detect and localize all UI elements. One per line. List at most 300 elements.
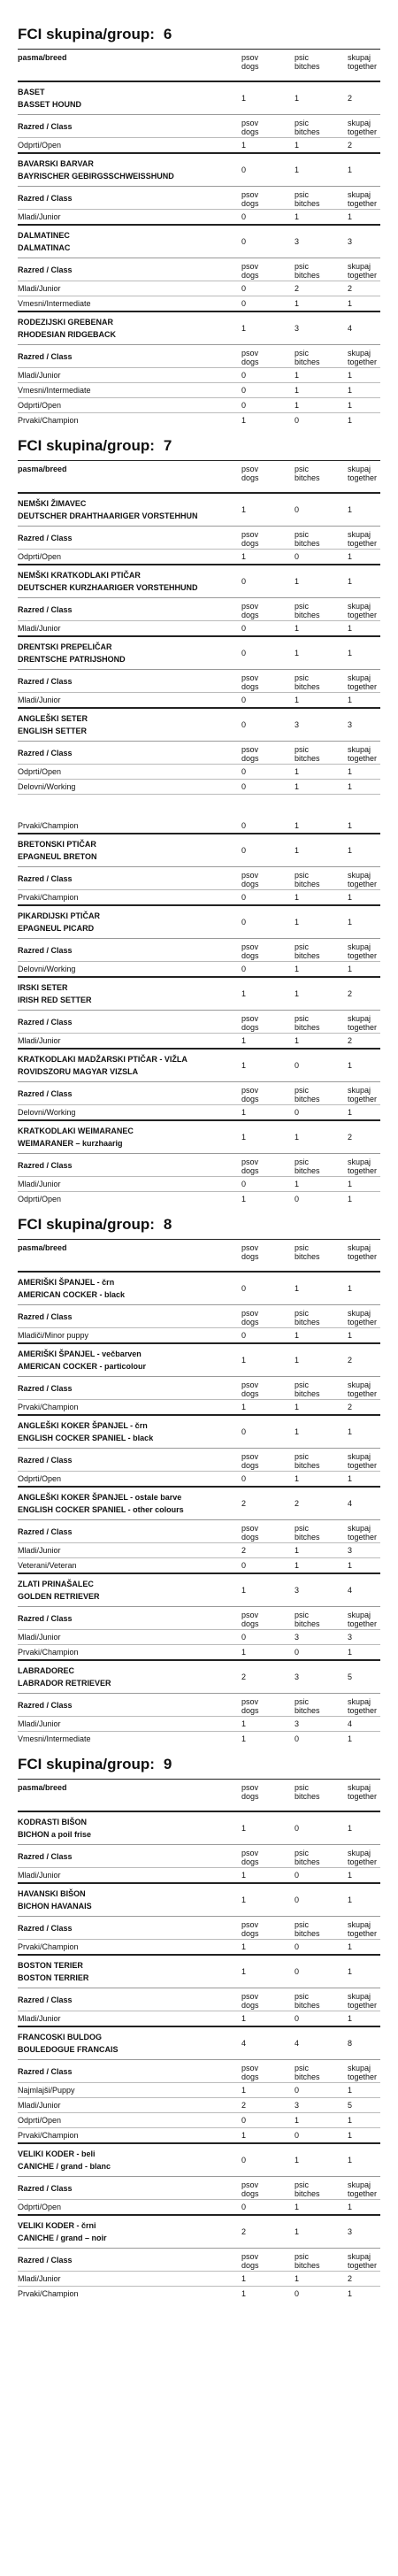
class-bitches-count: 1 bbox=[295, 893, 300, 902]
breed-names bbox=[18, 1959, 241, 1984]
breed-names bbox=[18, 569, 241, 594]
column-header-dogs: psov dogs bbox=[241, 1920, 259, 1938]
class-row bbox=[18, 2097, 380, 2112]
class-total-count: 1 bbox=[348, 1648, 353, 1657]
class-dogs-count: 0 bbox=[241, 1633, 247, 1642]
column-header-bitches: psic bitches bbox=[295, 1157, 320, 1175]
class-column-label: Razred / Class bbox=[18, 2184, 73, 2193]
breed-bitches-count: 1 bbox=[295, 918, 300, 927]
class-row bbox=[18, 1191, 380, 1206]
class-row bbox=[18, 382, 380, 397]
class-bitches-count: 1 bbox=[295, 2203, 300, 2211]
class-column-label: Razred / Class bbox=[18, 2067, 73, 2076]
class-column-header bbox=[18, 1606, 380, 1629]
class-column-header bbox=[18, 2059, 380, 2082]
class-row bbox=[18, 961, 380, 976]
breed-names bbox=[18, 910, 241, 934]
class-dogs-count: 1 bbox=[241, 1108, 247, 1117]
class-bitches-count: 2 bbox=[295, 284, 300, 293]
class-row bbox=[18, 1557, 380, 1573]
group-title-label: FCI skupina/group: bbox=[18, 1756, 155, 1772]
breed-names bbox=[18, 1491, 241, 1516]
column-header-together: skupaj together bbox=[348, 1697, 378, 1715]
breed-block bbox=[18, 976, 380, 1048]
breed-bitches-count: 1 bbox=[295, 94, 300, 103]
class-row bbox=[18, 794, 380, 833]
column-header-bitches: psic bitches bbox=[295, 1452, 320, 1470]
class-bitches-count: 0 bbox=[295, 1942, 300, 1951]
class-bitches-count: 1 bbox=[295, 782, 300, 791]
breed-total-count: 1 bbox=[348, 1895, 353, 1904]
breed-block bbox=[18, 635, 380, 707]
class-dogs-count: 0 bbox=[241, 1561, 247, 1570]
class-column-header bbox=[18, 1448, 380, 1471]
breed-bitches-count: 1 bbox=[295, 165, 300, 174]
class-total-count: 1 bbox=[348, 1561, 353, 1570]
breed-name-local: NEMŠKI KRATKODLAKI PTIČAR bbox=[18, 571, 141, 580]
breed-name-english: BOULEDOGUE FRANCAIS bbox=[18, 2045, 119, 2054]
class-total-count: 1 bbox=[348, 1331, 353, 1340]
class-name: Odprti/Open bbox=[18, 1474, 62, 1483]
class-bitches-count: 3 bbox=[295, 1719, 300, 1728]
breed-row bbox=[18, 226, 380, 258]
class-name: Mladi/Junior bbox=[18, 2101, 61, 2110]
column-header-dogs: psov dogs bbox=[241, 1452, 259, 1470]
column-header-together: skupaj together bbox=[348, 465, 378, 482]
breed-name-english: ENGLISH COCKER SPANIEL - black bbox=[18, 1434, 154, 1442]
class-dogs-count: 1 bbox=[241, 416, 247, 425]
class-bitches-count: 0 bbox=[295, 2086, 300, 2095]
class-name: Mladi/Junior bbox=[18, 212, 61, 221]
breed-column-header: pasma/breed bbox=[18, 465, 67, 473]
breed-name-local: DRENTSKI PREPELIČAR bbox=[18, 642, 112, 651]
class-total-count: 1 bbox=[348, 767, 353, 776]
group-column-header bbox=[18, 1239, 380, 1271]
breed-row bbox=[18, 978, 380, 1010]
breed-names bbox=[18, 1276, 241, 1301]
breed-block bbox=[18, 904, 380, 976]
class-row bbox=[18, 1399, 380, 1414]
breed-total-count: 1 bbox=[348, 165, 353, 174]
class-dogs-count: 1 bbox=[241, 1648, 247, 1657]
class-row bbox=[18, 692, 380, 707]
breed-bitches-count: 0 bbox=[295, 1061, 300, 1070]
class-name: Mladi/Junior bbox=[18, 284, 61, 293]
column-header-dogs: psov dogs bbox=[241, 1243, 259, 1261]
column-header-bitches: psic bitches bbox=[295, 53, 320, 71]
class-dogs-count: 0 bbox=[241, 1180, 247, 1188]
breed-total-count: 5 bbox=[348, 1672, 353, 1681]
class-dogs-count: 0 bbox=[241, 299, 247, 308]
breed-block bbox=[18, 1486, 380, 1573]
breed-row bbox=[18, 312, 380, 344]
column-header-bitches: psic bitches bbox=[295, 1920, 320, 1938]
class-column-header bbox=[18, 1988, 380, 2011]
group-column-header bbox=[18, 460, 380, 492]
class-column-label: Razred / Class bbox=[18, 352, 73, 361]
class-total-count: 1 bbox=[348, 401, 353, 410]
class-total-count: 1 bbox=[348, 1180, 353, 1188]
column-header-dogs: psov dogs bbox=[241, 1524, 259, 1542]
class-column-label: Razred / Class bbox=[18, 122, 73, 131]
class-row bbox=[18, 367, 380, 382]
breed-name-english: BOSTON TERRIER bbox=[18, 1973, 89, 1982]
breed-name-english: BAYRISCHER GEBIRGSSCHWEISSHUND bbox=[18, 172, 174, 181]
class-name: Vmesni/Intermediate bbox=[18, 386, 91, 395]
breed-row bbox=[18, 2144, 380, 2176]
class-column-header bbox=[18, 1519, 380, 1542]
breed-name-english: BASSET HOUND bbox=[18, 100, 82, 109]
class-row bbox=[18, 549, 380, 564]
class-column-header bbox=[18, 938, 380, 961]
breed-dogs-count: 0 bbox=[241, 1427, 247, 1436]
class-bitches-count: 1 bbox=[295, 1546, 300, 1555]
class-row bbox=[18, 412, 380, 427]
class-row bbox=[18, 1716, 380, 1731]
breed-row bbox=[18, 1273, 380, 1304]
group-column-header bbox=[18, 49, 380, 81]
breed-name-english: EPAGNEUL BRETON bbox=[18, 852, 97, 861]
breed-name-local: NEMŠKI ŽIMAVEC bbox=[18, 499, 87, 508]
class-column-label: Razred / Class bbox=[18, 1614, 73, 1623]
column-header-bitches: psic bitches bbox=[295, 1380, 320, 1398]
class-row bbox=[18, 281, 380, 296]
column-header-together: skupaj together bbox=[348, 2064, 378, 2081]
breed-name-local: ANGLEŠKI KOKER ŠPANJEL - ostale barve bbox=[18, 1493, 182, 1502]
class-total-count: 2 bbox=[348, 1036, 353, 1045]
breed-names bbox=[18, 1348, 241, 1373]
class-row bbox=[18, 779, 380, 794]
column-header-together: skupaj together bbox=[348, 871, 378, 888]
class-column-header bbox=[18, 669, 380, 692]
class-name: Mladi/Junior bbox=[18, 1633, 61, 1642]
class-total-count: 1 bbox=[348, 552, 353, 561]
column-header-dogs: psov dogs bbox=[241, 942, 259, 960]
class-row bbox=[18, 2112, 380, 2127]
class-column-header bbox=[18, 344, 380, 367]
group-title bbox=[18, 1215, 398, 1234]
breed-name-english: LABRADOR RETRIEVER bbox=[18, 1679, 111, 1688]
breed-block bbox=[18, 1811, 380, 1882]
class-column-label: Razred / Class bbox=[18, 265, 73, 274]
class-column-header bbox=[18, 741, 380, 764]
class-column-header bbox=[18, 1693, 380, 1716]
breed-block bbox=[18, 152, 380, 224]
column-header-dogs: psov dogs bbox=[241, 673, 259, 691]
breed-total-count: 4 bbox=[348, 1499, 353, 1508]
breed-names bbox=[18, 316, 241, 341]
fci-group bbox=[0, 1215, 398, 1746]
group-title-label: FCI skupina/group: bbox=[18, 1216, 155, 1233]
column-header-bitches: psic bitches bbox=[295, 119, 320, 136]
class-column-label: Razred / Class bbox=[18, 1852, 73, 1861]
class-column-header bbox=[18, 1376, 380, 1399]
breed-block bbox=[18, 2026, 380, 2142]
class-name: Mladi/Junior bbox=[18, 1719, 61, 1728]
breed-name-local: PIKARDIJSKI PTIČAR bbox=[18, 911, 101, 920]
breed-names bbox=[18, 981, 241, 1006]
class-dogs-count: 0 bbox=[241, 821, 247, 830]
breed-row bbox=[18, 1488, 380, 1519]
column-header-bitches: psic bitches bbox=[295, 1086, 320, 1103]
breed-dogs-count: 0 bbox=[241, 649, 247, 657]
column-header-dogs: psov dogs bbox=[241, 349, 259, 366]
breed-row bbox=[18, 1416, 380, 1448]
class-dogs-count: 1 bbox=[241, 1036, 247, 1045]
fci-group bbox=[0, 1755, 398, 2301]
column-header-bitches: psic bitches bbox=[295, 942, 320, 960]
class-bitches-count: 1 bbox=[295, 212, 300, 221]
class-dogs-count: 1 bbox=[241, 141, 247, 150]
column-header-bitches: psic bitches bbox=[295, 465, 320, 482]
class-total-count: 1 bbox=[348, 299, 353, 308]
class-row bbox=[18, 2011, 380, 2026]
class-row bbox=[18, 889, 380, 904]
breed-dogs-count: 4 bbox=[241, 2039, 247, 2048]
breed-block bbox=[18, 1954, 380, 2026]
column-header-bitches: psic bitches bbox=[295, 1014, 320, 1032]
class-name: Veterani/Veteran bbox=[18, 1561, 77, 1570]
column-header-dogs: psov dogs bbox=[241, 2252, 259, 2270]
breed-block bbox=[18, 2142, 380, 2214]
class-bitches-count: 1 bbox=[295, 1561, 300, 1570]
class-name: Delovni/Working bbox=[18, 1108, 76, 1117]
breed-name-english: EPAGNEUL PICARD bbox=[18, 924, 95, 933]
breed-name-english: AMERICAN COCKER - black bbox=[18, 1290, 126, 1299]
breed-names bbox=[18, 2148, 241, 2172]
breed-row bbox=[18, 637, 380, 669]
breed-dogs-count: 1 bbox=[241, 1133, 247, 1142]
class-dogs-count: 0 bbox=[241, 965, 247, 973]
breed-names bbox=[18, 1578, 241, 1603]
breed-total-count: 4 bbox=[348, 1586, 353, 1595]
column-header-bitches: psic bitches bbox=[295, 1524, 320, 1542]
class-dogs-count: 2 bbox=[241, 2101, 247, 2110]
column-header-bitches: psic bitches bbox=[295, 745, 320, 763]
breed-total-count: 1 bbox=[348, 1284, 353, 1293]
class-column-label: Razred / Class bbox=[18, 946, 73, 955]
class-row bbox=[18, 2271, 380, 2286]
column-header-together: skupaj together bbox=[348, 1157, 378, 1175]
column-header-dogs: psov dogs bbox=[241, 1086, 259, 1103]
breed-block bbox=[18, 1342, 380, 1414]
class-column-label: Razred / Class bbox=[18, 1527, 73, 1536]
class-total-count: 2 bbox=[348, 2274, 353, 2283]
breed-total-count: 1 bbox=[348, 918, 353, 927]
class-dogs-count: 0 bbox=[241, 2116, 247, 2125]
column-header-dogs: psov dogs bbox=[241, 1014, 259, 1032]
class-row bbox=[18, 2286, 380, 2301]
class-dogs-count: 0 bbox=[241, 624, 247, 633]
class-dogs-count: 1 bbox=[241, 2274, 247, 2283]
class-column-header bbox=[18, 1153, 380, 1176]
column-header-dogs: psov dogs bbox=[241, 1697, 259, 1715]
breed-block bbox=[18, 1573, 380, 1659]
class-total-count: 1 bbox=[348, 1871, 353, 1880]
class-name: Mladi/Junior bbox=[18, 2014, 61, 2023]
group-number: 7 bbox=[163, 437, 172, 454]
breed-total-count: 1 bbox=[348, 1427, 353, 1436]
class-bitches-count: 0 bbox=[295, 1108, 300, 1117]
breed-name-local: BAVARSKI BARVAR bbox=[18, 159, 94, 168]
breed-row bbox=[18, 2216, 380, 2248]
class-bitches-count: 3 bbox=[295, 1633, 300, 1642]
class-total-count: 1 bbox=[348, 624, 353, 633]
breed-names bbox=[18, 712, 241, 737]
column-header-together: skupaj together bbox=[348, 942, 378, 960]
class-total-count: 2 bbox=[348, 284, 353, 293]
breed-total-count: 2 bbox=[348, 1133, 353, 1142]
column-header-dogs: psov dogs bbox=[241, 1157, 259, 1175]
breed-bitches-count: 1 bbox=[295, 846, 300, 855]
class-bitches-count: 1 bbox=[295, 624, 300, 633]
column-header-dogs: psov dogs bbox=[241, 1611, 259, 1628]
class-bitches-count: 1 bbox=[295, 1331, 300, 1340]
class-row bbox=[18, 2082, 380, 2097]
column-header-bitches: psic bitches bbox=[295, 2252, 320, 2270]
breed-name-english: ROVIDSZORU MAGYAR VIZSLA bbox=[18, 1067, 139, 1076]
class-column-header bbox=[18, 2176, 380, 2199]
breed-column-header: pasma/breed bbox=[18, 1783, 67, 1792]
breed-row bbox=[18, 1812, 380, 1844]
breed-block bbox=[18, 564, 380, 635]
class-bitches-count: 1 bbox=[295, 767, 300, 776]
breed-name-english: DRENTSCHE PATRIJSHOND bbox=[18, 655, 126, 664]
breed-total-count: 1 bbox=[348, 1824, 353, 1833]
fci-group bbox=[0, 436, 398, 1206]
class-name: Prvaki/Champion bbox=[18, 821, 79, 830]
breed-total-count: 1 bbox=[348, 2156, 353, 2165]
breed-total-count: 1 bbox=[348, 1061, 353, 1070]
class-column-header bbox=[18, 2248, 380, 2271]
class-dogs-count: 2 bbox=[241, 1546, 247, 1555]
group-number: 9 bbox=[163, 1756, 172, 1772]
column-header-together: skupaj together bbox=[348, 262, 378, 280]
breed-block bbox=[18, 2214, 380, 2301]
breed-name-english: WEIMARANER – kurzhaarig bbox=[18, 1139, 123, 1148]
breed-name-local: VELIKI KODER - beli bbox=[18, 2149, 96, 2158]
class-total-count: 1 bbox=[348, 371, 353, 380]
breed-total-count: 3 bbox=[348, 2227, 353, 2236]
class-total-count: 1 bbox=[348, 2086, 353, 2095]
class-row bbox=[18, 1033, 380, 1048]
class-total-count: 4 bbox=[348, 1719, 353, 1728]
class-row bbox=[18, 1867, 380, 1882]
group-title bbox=[18, 1755, 398, 1774]
class-column-header bbox=[18, 1304, 380, 1327]
class-row bbox=[18, 296, 380, 311]
class-bitches-count: 3 bbox=[295, 2101, 300, 2110]
class-column-label: Razred / Class bbox=[18, 194, 73, 203]
class-bitches-count: 0 bbox=[295, 2289, 300, 2298]
column-header-bitches: psic bitches bbox=[295, 1849, 320, 1866]
class-name: Delovni/Working bbox=[18, 782, 76, 791]
breed-bitches-count: 0 bbox=[295, 1824, 300, 1833]
breed-total-count: 8 bbox=[348, 2039, 353, 2048]
breed-total-count: 2 bbox=[348, 94, 353, 103]
column-header-together: skupaj together bbox=[348, 119, 378, 136]
class-row bbox=[18, 1644, 380, 1659]
breed-total-count: 1 bbox=[348, 1967, 353, 1976]
class-name: Mladi/Junior bbox=[18, 371, 61, 380]
class-bitches-count: 1 bbox=[295, 1036, 300, 1045]
class-row bbox=[18, 1104, 380, 1119]
breed-names bbox=[18, 2219, 241, 2244]
class-name: Prvaki/Champion bbox=[18, 416, 79, 425]
column-header-dogs: psov dogs bbox=[241, 1992, 259, 2010]
class-dogs-count: 1 bbox=[241, 2131, 247, 2140]
group-number: 6 bbox=[163, 26, 172, 42]
class-column-header bbox=[18, 597, 380, 620]
column-header-together: skupaj together bbox=[348, 745, 378, 763]
class-name: Odprti/Open bbox=[18, 401, 62, 410]
class-column-label: Razred / Class bbox=[18, 1312, 73, 1321]
class-column-header bbox=[18, 114, 380, 137]
breed-name-local: LABRADOREC bbox=[18, 1666, 74, 1675]
class-column-header bbox=[18, 258, 380, 281]
breed-name-local: BRETONSKI PTIČAR bbox=[18, 840, 96, 849]
column-header-together: skupaj together bbox=[348, 1524, 378, 1542]
breed-dogs-count: 0 bbox=[241, 577, 247, 586]
class-bitches-count: 0 bbox=[295, 552, 300, 561]
breed-row bbox=[18, 1574, 380, 1606]
column-header-dogs: psov dogs bbox=[241, 602, 259, 619]
class-total-count: 1 bbox=[348, 1474, 353, 1483]
breed-block bbox=[18, 81, 380, 152]
breed-block bbox=[18, 492, 380, 564]
class-total-count: 1 bbox=[348, 2014, 353, 2023]
class-dogs-count: 0 bbox=[241, 212, 247, 221]
class-column-header bbox=[18, 1916, 380, 1939]
breed-bitches-count: 1 bbox=[295, 1284, 300, 1293]
breed-name-local: RODEZIJSKI GREBENAR bbox=[18, 318, 114, 327]
breed-dogs-count: 1 bbox=[241, 1356, 247, 1365]
breed-names bbox=[18, 86, 241, 111]
class-total-count: 1 bbox=[348, 212, 353, 221]
class-dogs-count: 1 bbox=[241, 1403, 247, 1411]
class-dogs-count: 0 bbox=[241, 893, 247, 902]
column-header-bitches: psic bitches bbox=[295, 1309, 320, 1326]
class-row bbox=[18, 1542, 380, 1557]
class-dogs-count: 0 bbox=[241, 782, 247, 791]
breed-row bbox=[18, 1956, 380, 1988]
class-total-count: 1 bbox=[348, 782, 353, 791]
class-dogs-count: 0 bbox=[241, 401, 247, 410]
breed-bitches-count: 1 bbox=[295, 2156, 300, 2165]
breed-row bbox=[18, 1050, 380, 1081]
breed-block bbox=[18, 1659, 380, 1746]
column-header-together: skupaj together bbox=[348, 2180, 378, 2198]
column-header-together: skupaj together bbox=[348, 53, 378, 71]
class-dogs-count: 0 bbox=[241, 1331, 247, 1340]
breed-name-english: BICHON a poil frise bbox=[18, 1830, 92, 1839]
class-total-count: 2 bbox=[348, 1403, 353, 1411]
class-name: Odprti/Open bbox=[18, 2116, 62, 2125]
class-dogs-count: 1 bbox=[241, 2289, 247, 2298]
class-total-count: 1 bbox=[348, 696, 353, 704]
breed-bitches-count: 1 bbox=[295, 1356, 300, 1365]
breed-row bbox=[18, 1884, 380, 1916]
class-name: Delovni/Working bbox=[18, 965, 76, 973]
breed-name-local: VELIKI KODER - črni bbox=[18, 2221, 96, 2230]
column-header-together: skupaj together bbox=[348, 2252, 378, 2270]
breed-block bbox=[18, 1414, 380, 1486]
class-row bbox=[18, 764, 380, 779]
class-total-count: 3 bbox=[348, 1633, 353, 1642]
class-name: Mladi/Junior bbox=[18, 1546, 61, 1555]
column-header-together: skupaj together bbox=[348, 1380, 378, 1398]
breed-dogs-count: 1 bbox=[241, 1824, 247, 1833]
